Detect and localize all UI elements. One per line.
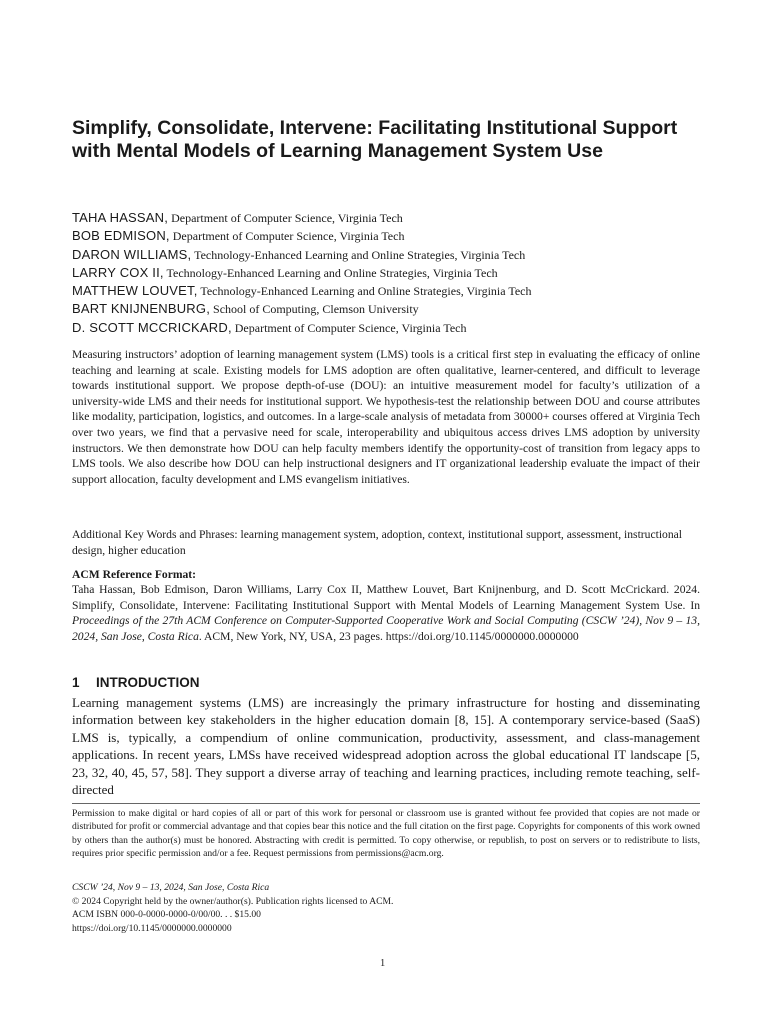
- isbn-line: ACM ISBN 000-0-0000-0000-0/00/00. . . $15.00: [72, 909, 261, 921]
- permission-notice: Permission to make digital or hard copies of all or part of this work for personal or classroom use is granted without fee provided that copies are not made or distributed for profit or commercial advantage and that copies bear this notice and the full citation on the first page. Copyrights for components of this work owned by others than the author(s) must be honored. Abstracting with credit is permitted. To copy otherwise, or republish, to post on servers or to redistribute to lists, requires prior specific permission and/or a fee. Request permissions from permissions@acm.org.: [72, 808, 700, 859]
- author-name: TAHA HASSAN,: [72, 210, 169, 225]
- acm-reference-heading: ACM Reference Format:: [72, 568, 197, 581]
- keywords: Additional Key Words and Phrases: learning management system, adoption, context, institutional support, assessment, instructional design, higher education: [72, 528, 683, 557]
- abstract: Measuring instructors’ adoption of learning management system (LMS) tools is a critical first step in evaluating the efficacy of online teaching and learning at scale. Existing models for LMS adoption are often qualitative, learner-centered, and difficult to leverage towards institutional support. We propose depth-of-use (DOU): an intuitive measurement model for faculty’s utilization of a university-wide LMS and their needs for institutional support. We hypothesis-test the relationship between DOU and course attributes like modality, participation, logistics, and outcomes. In a large-scale analysis of metadata from 30000+ courses offered at Virginia Tech over two years, we find that a pervasive need for scale, interoperability and ubiquitous access drives LMS adoption by university instructors. We then demonstrate how DOU can help faculty members identify the opportunity-cost of transition from legacy apps to LMS tools. We also describe how DOU can help instructional designers and IT organizational leadership evaluate the impact of their support allocation, faculty development and LMS evangelism initiatives.: [72, 348, 700, 486]
- author-entry: [72, 319, 712, 337]
- author-name: LARRY COX II,: [72, 264, 164, 280]
- author-entry: [72, 264, 712, 282]
- author-entry: [72, 246, 712, 264]
- copyright-block: [72, 895, 700, 935]
- paper-title: Simplify, Consolidate, Intervene: Facilitating Institutional Support with Mental Models of Learning Management System Use: [72, 117, 678, 162]
- author-affiliation: School of Computing, Clemson University: [210, 302, 419, 317]
- author-name: MATTHEW LOUVET,: [72, 283, 198, 299]
- author-affiliation: Department of Computer Science, Virginia Tech: [168, 211, 403, 225]
- acm-reference-venue: Proceedings of the 27th ACM Conference on Computer-Supported Cooperative Work and Social Computing (CSCW ’24), Nov 9 – 13, 2024, San Jose, Costa Rica: [72, 614, 700, 643]
- author-name: DARON WILLIAMS,: [72, 246, 192, 262]
- venue-line: CSCW ’24, Nov 9 – 13, 2024, San Jose, Costa Rica: [72, 882, 270, 893]
- acm-reference: [72, 582, 700, 644]
- intro-paragraph: Learning management systems (LMS) are increasingly the primary infrastructure for hosting and disseminating information between key stakeholders in the higher education domain [8, 15]. A contemporary service-based (SaaS) LMS is, typically, a compendium of online communication, productivity, assessment, and class-management applications. In recent years, LMSs have received widespread adoption across the global educational IT landscape [5, 23, 32, 40, 45, 57, 58]. They support a diverse array of teaching and learning practices, including remote teaching, self-directed: [72, 695, 700, 798]
- author-name: BOB EDMISON,: [72, 228, 170, 244]
- author-name: D. SCOTT MCCRICKARD,: [72, 319, 232, 335]
- author-list: [72, 209, 712, 337]
- section-number: 1: [72, 675, 80, 690]
- author-entry: [72, 209, 712, 227]
- author-affiliation: Technology-Enhanced Learning and Online Strategies, Virginia Tech: [163, 265, 498, 280]
- author-entry: [72, 227, 712, 245]
- copyright-line: © 2024 Copyright held by the owner/author(s). Publication rights licensed to ACM.: [72, 896, 394, 907]
- author-affiliation: Technology-Enhanced Learning and Online Strategies, Virginia Tech: [197, 284, 532, 299]
- footnote-divider: [72, 803, 700, 804]
- author-name: BART KNIJNENBURG,: [72, 301, 211, 317]
- author-affiliation: Department of Computer Science, Virginia Tech: [169, 229, 405, 244]
- doi-line: https://doi.org/10.1145/0000000.0000000: [72, 922, 232, 934]
- section-title: INTRODUCTION: [96, 675, 200, 690]
- author-affiliation: Technology-Enhanced Learning and Online Strategies, Virginia Tech: [191, 247, 526, 262]
- author-entry: [72, 300, 712, 318]
- acm-reference-text: Taha Hassan, Bob Edmison, Daron Williams, Larry Cox II, Matthew Louvet, Bart Knijnenburg, and D. Scott McCrickard. 2024. Simplify, Consolidate, Intervene: Facilitating Institutional Support with Mental Models of Learning Management System Use. In: [72, 583, 700, 612]
- author-affiliation: Department of Computer Science, Virginia Tech: [231, 320, 467, 335]
- acm-reference-tail: . ACM, New York, NY, USA, 23 pages. https://doi.org/10.1145/0000000.0000000: [198, 629, 579, 643]
- page-number: 1: [380, 958, 386, 969]
- author-entry: [72, 282, 712, 300]
- section-heading: [72, 674, 200, 691]
